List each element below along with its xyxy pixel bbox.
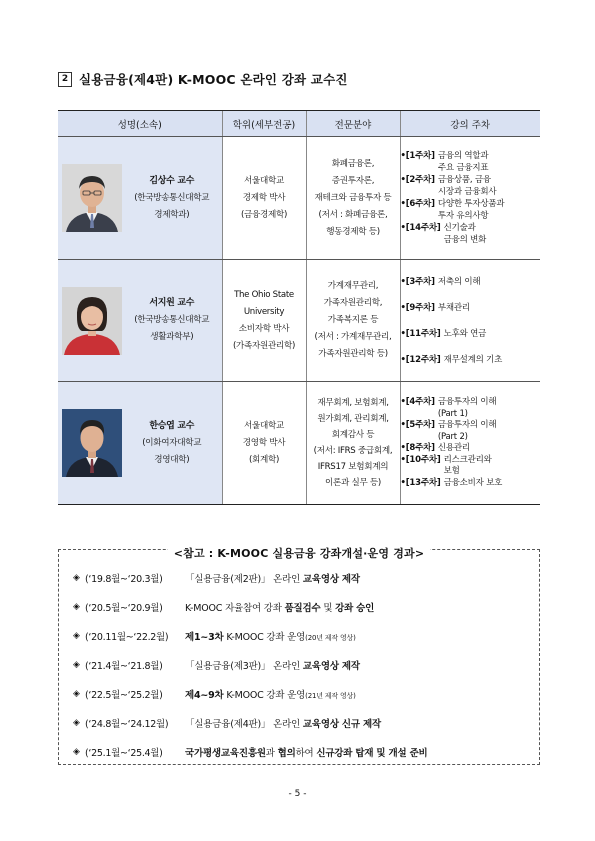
degree-line: The Ohio State [234, 289, 294, 300]
reference-text: 협의 [277, 748, 296, 759]
reference-text: 제4~9차 [185, 690, 224, 701]
lecture-item: •[1주차] 금융의 역할과 주요 금융지표 [400, 151, 489, 173]
reference-text: 교육영상 제작 [302, 574, 360, 585]
reference-text: K-MOOC 강좌 운영 [223, 632, 306, 643]
reference-item [73, 743, 535, 761]
reference-description [185, 629, 356, 643]
lecture-item: •[11주차] 노후와 연금 [400, 328, 487, 339]
field-line: 이론과 실무 등) [325, 478, 381, 488]
lecture-item: •[13주차] 금융소비자 보호 [400, 477, 503, 488]
diamond-bullet-icon: ◈ [73, 747, 80, 757]
lecture-item: •[9주차] 부채관리 [400, 302, 470, 313]
degree-line: 서울대학교 [243, 420, 284, 431]
field-line: 가족자원관리학 등) [318, 349, 388, 359]
reference-period: (‘20.5월~‘20.9월) [85, 603, 163, 614]
professor-table [58, 110, 540, 505]
reference-text: 과 [265, 748, 278, 759]
reference-period: (‘24.8월~‘24.12월) [85, 719, 169, 730]
field-line: 증권투자론, [331, 175, 375, 186]
professor-photo [62, 287, 122, 355]
name-cell [58, 137, 222, 260]
field-cell [306, 260, 400, 382]
field-line: 회계감사 등 [331, 430, 375, 440]
reference-period: (‘20.11월~‘22.2월) [85, 632, 169, 643]
table-row [58, 137, 540, 260]
reference-text: 하여 [295, 748, 317, 759]
reference-text: 「실용금융(제3판)」 온라인 [185, 661, 303, 672]
field-line: 가계재무관리, [327, 281, 379, 291]
reference-text: 국가평생교육진흥원 [185, 748, 266, 759]
reference-period: (‘19.8월~‘20.3월) [85, 574, 163, 585]
degree-line: University [243, 306, 285, 317]
lectures-cell [400, 137, 540, 260]
professor-affiliation: (이화여자대학교 [142, 437, 202, 448]
lecture-item: •[12주차] 재무설계의 기초 [400, 354, 503, 365]
degree-line: (금융경제학) [240, 209, 288, 220]
lecture-item: •[14주차] 신기술과 금융의 변화 [400, 223, 487, 245]
field-line: (저서: IFRS 중급회계, [313, 446, 393, 456]
field-line: 행동경제학 등) [326, 226, 380, 237]
lecture-item: •[4주차] 금융투자의 이해 (Part 1) [400, 397, 497, 419]
degree-line: (회계학) [248, 454, 280, 465]
reference-title: <참고 : K-MOOC 실용금융 강좌개설·운영 경과> [59, 542, 539, 561]
reference-description [185, 658, 360, 672]
reference-description [185, 571, 360, 585]
reference-text: 「실용금융(제4판)」 온라인 [185, 719, 303, 730]
reference-item [73, 714, 535, 732]
reference-text: (21년 제작 영상) [305, 692, 356, 700]
degree-line: 경제학 박사 [242, 192, 286, 203]
reference-text: K-MOOC 강좌 운영 [223, 690, 306, 701]
reference-description [185, 687, 356, 701]
lecture-item: •[2주차] 금융상품, 금융 시장과 금융회사 [400, 175, 497, 197]
professor-name: 김상수 교수 [149, 175, 195, 186]
degree-line: (가족자원관리학) [232, 340, 296, 351]
diamond-bullet-icon: ◈ [73, 718, 80, 728]
lecture-item: •[3주차] 저축의 이해 [400, 276, 481, 287]
reference-text: 신규강좌 탑재 및 개설 준비 [316, 748, 428, 759]
header-name: 성명(소속) [58, 111, 222, 137]
lecture-item: •[8주차] 신용관리 [400, 443, 470, 453]
header-lectures: 강의 주차 [400, 111, 540, 137]
field-line: 가족자원관리학, [323, 298, 383, 308]
lectures-cell [400, 382, 540, 505]
field-line: IFRS17 보험회계의 [317, 462, 389, 472]
professor-name: 서지원 교수 [149, 298, 195, 308]
reference-period: (‘22.5월~‘25.2월) [85, 690, 163, 701]
lecture-item: •[10주차] 리스크관리와 보험 [400, 454, 492, 476]
professor-photo [62, 164, 122, 232]
reference-item [73, 598, 535, 616]
degree-line: 서울대학교 [243, 175, 284, 186]
reference-text: 품질검수 [284, 603, 321, 614]
table-header-row [58, 111, 540, 137]
reference-description [185, 600, 374, 614]
page-number: - 5 - [288, 789, 307, 799]
header-field: 전문분야 [306, 111, 400, 137]
degree-cell [222, 137, 306, 260]
diamond-bullet-icon: ◈ [73, 689, 80, 699]
field-line: 재테크와 금융투자 등 [314, 192, 392, 203]
field-line: (저서 : 가계재무관리, [314, 332, 392, 342]
reference-text: (20년 제작 영상) [305, 634, 356, 642]
field-line: 화폐금융론, [331, 158, 375, 169]
reference-description [185, 716, 381, 730]
table-row [58, 260, 540, 382]
reference-period: (‘21.4월~‘21.8월) [85, 661, 163, 672]
professor-affiliation: (한국방송통신대학교 [134, 192, 210, 203]
professor-affiliation: 경영대학) [154, 454, 190, 465]
table-row [58, 382, 540, 505]
degree-cell [222, 382, 306, 505]
reference-box [58, 549, 540, 765]
reference-description [185, 745, 428, 759]
section-title [58, 69, 538, 89]
header-degree: 학위(세부전공) [222, 111, 306, 137]
reference-item [73, 569, 535, 587]
section-title-text: 실용금융(제4판) K-MOOC 온라인 강좌 교수진 [79, 72, 348, 87]
professor-photo [62, 409, 122, 477]
professor-affiliation: 생활과학부) [150, 332, 194, 342]
reference-text: 교육영상 신규 제작 [302, 719, 381, 730]
lecture-item: •[5주차] 금융투자의 이해 (Part 2) [400, 420, 497, 442]
diamond-bullet-icon: ◈ [73, 602, 80, 612]
section-number-box: 2 [58, 72, 72, 87]
professor-affiliation: (한국방송통신대학교 [134, 315, 210, 325]
degree-cell [222, 260, 306, 382]
field-line: 원가회계, 관리회계, [317, 414, 389, 424]
diamond-bullet-icon: ◈ [73, 573, 80, 583]
reference-item [73, 656, 535, 674]
reference-period: (‘25.1월~‘25.4월) [85, 748, 163, 759]
professor-affiliation: 경제학과) [154, 209, 190, 220]
field-cell [306, 137, 400, 260]
lecture-item: •[6주차] 다양한 투자상품과 투자 유의사항 [400, 199, 505, 221]
field-line: 재무회계, 보험회계, [317, 398, 389, 408]
diamond-bullet-icon: ◈ [73, 660, 80, 670]
reference-text: 강좌 승인 [335, 603, 375, 614]
name-cell [58, 260, 222, 382]
degree-line: 경영학 박사 [242, 437, 286, 448]
lectures-cell [400, 260, 540, 382]
reference-text: K-MOOC 자율참여 강좌 [185, 603, 285, 614]
professor-name: 한승엽 교수 [149, 420, 195, 431]
reference-item [73, 627, 535, 645]
degree-line: 소비자학 박사 [238, 323, 290, 334]
field-line: (저서 : 화폐금융론, [318, 209, 388, 220]
reference-text: 및 [320, 603, 336, 614]
reference-item [73, 685, 535, 703]
reference-text: 교육영상 제작 [302, 661, 360, 672]
reference-text: 제1~3차 [185, 632, 224, 643]
name-cell [58, 382, 222, 505]
diamond-bullet-icon: ◈ [73, 631, 80, 641]
field-cell [306, 382, 400, 505]
reference-text: 「실용금융(제2판)」 온라인 [185, 574, 303, 585]
field-line: 가족복지론 등 [327, 315, 379, 325]
